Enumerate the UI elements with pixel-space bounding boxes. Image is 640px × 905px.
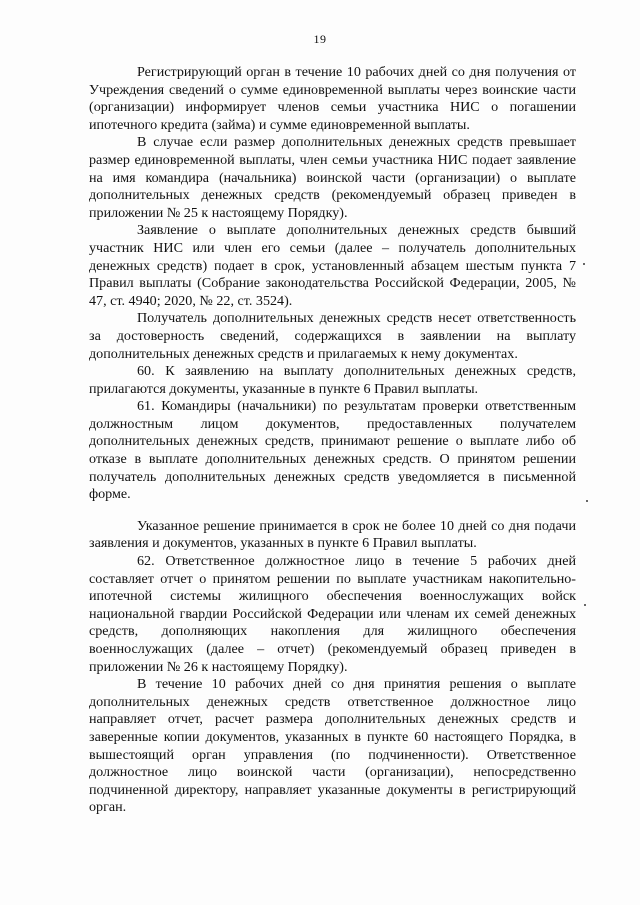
- scan-speck: [583, 263, 585, 265]
- document-body: [89, 64, 576, 817]
- paragraph-recipient-responsibility: Получатель дополнительных денежных средств несет ответственность за достоверность сведений, содержащихся в заявлении на выплату дополнительных денежных средств и прилагаемых к нему документах.: [89, 310, 576, 362]
- paragraph-item-62: 62. Ответственное должностное лицо в течение 5 рабочих дней составляет отчет о принятом решении по выплате участникам накопительно-ипотечной системы жилищного обеспечения военнослужащих войск национальной гвардии Российской Федерации или членам их семей денежных средств, дополняющих накопления для жилищного обеспечения военнослужащих (далее – отчет) (рекомендуемый образец приведен в приложении № 26 к настоящему Порядку).: [89, 553, 576, 675]
- paragraph-additional-funds-application: В случае если размер дополнительных денежных средств превышает размер единовременной выплаты, член семьи участника НИС подает заявление на имя командира (начальника) воинской части (организации) о выплате дополнительных денежных средств (рекомендуемый образец приведен в приложении № 25 к настоящему Порядку).: [89, 134, 576, 221]
- paragraph-decision-deadline: Указанное решение принимается в срок не более 10 дней со дня подачи заявления и документов, указанных в пункте 6 Правил выплаты.: [89, 517, 576, 552]
- paragraph-item-61: 61. Командиры (начальники) по результатам проверки ответственным должностным лицом документов, предоставленных получателем дополнительных денежных средств, принимают решение о выплате либо об отказе в выплате дополнительных денежных средств. О принятом решении получатель дополнительных денежных средств уведомляется в письменной форме.: [89, 398, 576, 503]
- paragraph-item-60: 60. К заявлению на выплату дополнительных денежных средств, прилагаются документы, указанные в пункте 6 Правил выплаты.: [89, 363, 576, 397]
- paragraph-registration-notice: Регистрирующий орган в течение 10 рабочих дней со дня получения от Учреждения сведений о сумме единовременной выплаты через воинские части (организации) информирует членов семьи участника НИС о погашении ипотечного кредита (займа) и сумме единовременной выплаты.: [89, 64, 576, 133]
- scan-speck: [586, 500, 588, 502]
- paragraph-application-deadline: Заявление о выплате дополнительных денежных средств бывший участник НИС или член его семьи (далее – получатель дополнительных денежных средств) подает в срок, установленный абзацем шестым пункта 7 Правил выплаты (Собрание законодательства Российской Федерации, 2005, № 47, ст. 4940; 2020, № 22, ст. 3524).: [89, 222, 576, 309]
- page-number: 19: [313, 32, 327, 46]
- scan-speck: [584, 604, 586, 606]
- paragraph-report-submission: В течение 10 рабочих дней со дня принятия решения о выплате дополнительных денежных средств ответственное должностное лицо направляет отчет, расчет размера дополнительных денежных средств и заверенные копии документов, указанных в пункте 60 настоящего Порядка, в вышестоящий орган управления (по подчиненности). Ответственное должностное лицо воинской части (организации), непосредственно подчиненной директору, направляет указанные документы в регистрирующий орган.: [89, 676, 576, 816]
